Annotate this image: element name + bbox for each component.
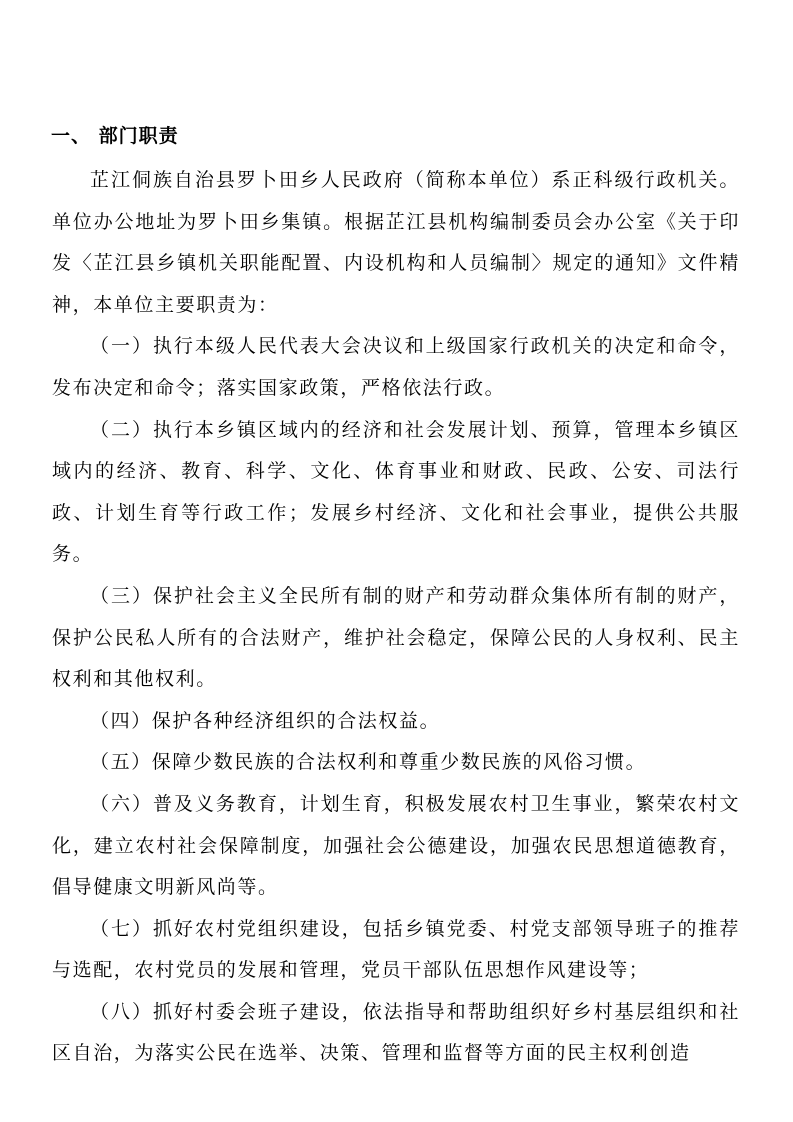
paragraph-intro: 芷江侗族自治县罗卜田乡人民政府（简称本单位）系正科级行政机关。单位办公地址为罗卜田乡集镇。根据芷江县机构编制委员会办公室《关于印发〈芷江县乡镇机关职能配置、内设机构和人员编制〉规定的通知》文件精神，本单位主要职责为：: [52, 169, 740, 316]
paragraph-duty-1: （一）执行本级人民代表大会决议和上级国家行政机关的决定和命令，发布决定和命令；落实国家政策，严格依法行政。: [52, 335, 740, 399]
paragraph-duty-6: （六）普及义务教育，计划生育，积极发展农村卫生事业，繁荣农村文化，建立农村社会保障制度，加强社会公德建设，加强农民思想道德教育，倡导健康文明新风尚等。: [52, 792, 740, 899]
paragraph-duty-5: （五）保障少数民族的合法权利和尊重少数民族的风俗习惯。: [90, 751, 647, 774]
paragraph-duty-7: （七）抓好农村党组织建设，包括乡镇党委、村党支部领导班子的推荐与选配，农村党员的发展和管理，党员干部队伍思想作风建设等；: [52, 917, 740, 982]
paragraph-duty-8: （八）抓好村委会班子建设，依法指导和帮助组织好乡村基层组织和社区自治，为落实公民在选举、决策、管理和监督等方面的民主权利创造: [52, 1000, 740, 1065]
paragraph-duty-2: （二）执行本乡镇区域内的经济和社会发展计划、预算，管理本乡镇区域内的经济、教育、科学、文化、体育事业和财政、民政、公安、司法行政、计划生育等行政工作；发展乡村经济、文化和社会事业，提供公共服务。: [52, 418, 740, 566]
body-text: [52, 160, 740, 1075]
paragraph-duty-4: （四）保护各种经济组织的合法权益。: [90, 709, 441, 732]
section-heading: 一、 部门职责: [51, 125, 179, 147]
paragraph-duty-3: （三）保护社会主义全民所有制的财产和劳动群众集体所有制的财产，保护公民私人所有的合法财产，维护社会稳定，保障公民的人身权利、民主权利和其他权利。: [52, 584, 740, 691]
